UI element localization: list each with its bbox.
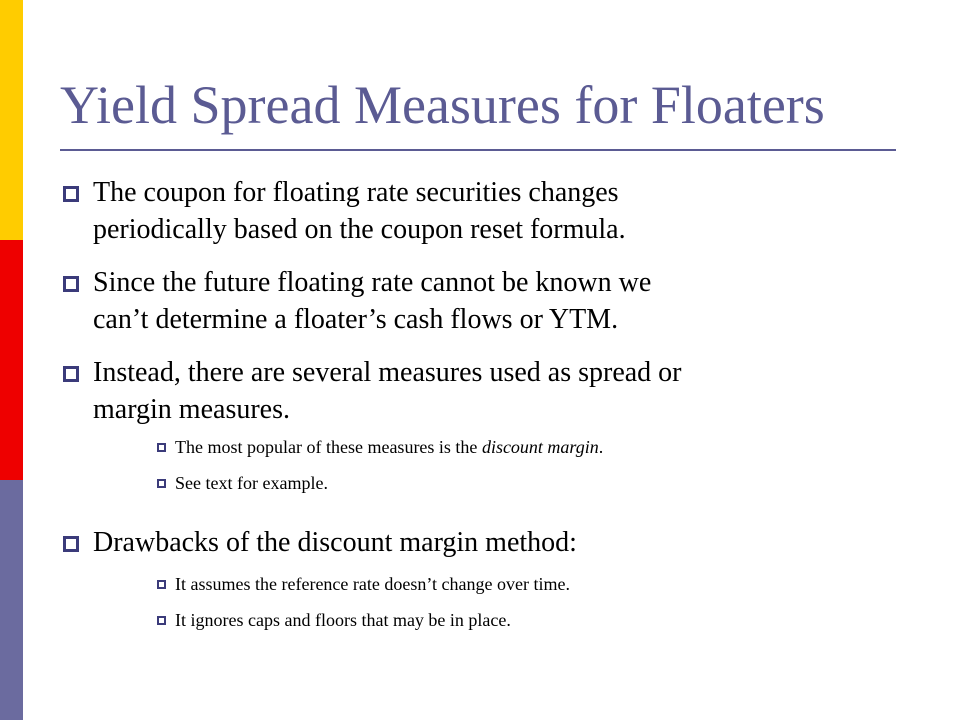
bullet-1 (60, 174, 890, 248)
side-bar-yellow (0, 0, 23, 240)
bullet-4 (60, 524, 890, 561)
slide-content (60, 174, 890, 645)
bullet-1-line-2: periodically based on the coupon reset formula. (93, 214, 626, 245)
bullet-4-line-1: Drawbacks of the discount margin method: (93, 527, 577, 558)
sub-bullet-4-2-text: It ignores caps and floors that may be in place. (175, 610, 511, 630)
bullet-1-line-1: The coupon for floating rate securities changes (93, 177, 619, 208)
sub-bullet-3-1-emphasis: discount margin (481, 437, 599, 457)
bullet-3-line-2: margin measures. (93, 394, 290, 425)
side-bar-red (0, 240, 23, 480)
square-bullet-icon (63, 366, 79, 382)
small-square-bullet-icon (157, 580, 166, 589)
small-square-bullet-icon (157, 443, 166, 452)
square-bullet-icon (63, 186, 79, 202)
bullet-2-line-1: Since the future floating rate cannot be known we (93, 267, 652, 298)
sub-bullet-3-2 (60, 472, 890, 494)
square-bullet-icon (63, 536, 79, 552)
title-underline (60, 149, 896, 151)
sub-bullet-3-1 (60, 436, 890, 458)
sub-bullet-3-1-text: The most popular of these measures is the (175, 437, 482, 457)
sub-bullet-4-1 (60, 573, 890, 595)
sub-bullet-3-2-text: See text for example. (175, 473, 328, 493)
bullet-3 (60, 354, 890, 428)
slide-title: Yield Spread Measures for Floaters (60, 75, 825, 135)
side-bar-purple (0, 480, 23, 720)
square-bullet-icon (63, 276, 79, 292)
bullet-3-line-1: Instead, there are several measures used as spread or (93, 357, 682, 388)
sub-bullet-4-1-text: It assumes the reference rate doesn’t change over time. (175, 574, 570, 594)
sub-bullet-3-1-end: . (598, 437, 604, 457)
bullet-2 (60, 264, 890, 338)
small-square-bullet-icon (157, 616, 166, 625)
sub-bullet-4-2 (60, 609, 890, 631)
small-square-bullet-icon (157, 479, 166, 488)
bullet-2-line-2: can’t determine a floater’s cash flows or YTM. (93, 304, 619, 335)
